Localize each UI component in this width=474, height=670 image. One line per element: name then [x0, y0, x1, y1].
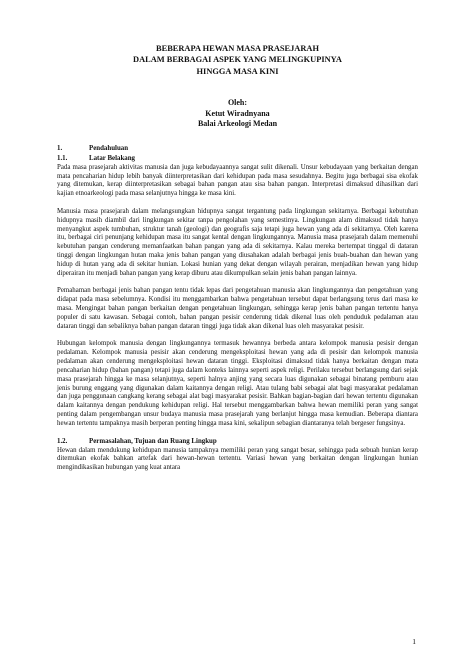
section-title: Permasalahan, Tujuan dan Ruang Lingkup — [89, 437, 217, 445]
section-heading-1 — [57, 145, 418, 154]
section-title: Latar Belakang — [89, 154, 136, 162]
page-number: 1 — [412, 637, 416, 646]
section-number: 1.1. — [57, 154, 68, 162]
section-title: Pendahuluan — [89, 145, 129, 152]
paper-body — [57, 145, 418, 482]
title-line-2: DALAM BERBAGAI ASPEK YANG MELINGKUPINYA — [133, 55, 342, 65]
title-line-1: BEBERAPA HEWAN MASA PRASEJARAH — [156, 44, 319, 53]
subsection-heading-1-2 — [57, 438, 418, 447]
section-number: 1. — [57, 145, 63, 152]
by-label: Oleh: — [227, 98, 248, 107]
author-name: Ketut Wiradnyana — [205, 108, 270, 118]
paragraph-3: Pemahaman berbagai jenis bahan pangan tentu tidak lepas dari pengetahuan manusia akan lingkungannya dan pengetahuan yang didapat pada masa sebelumnya. Kondisi itu menggambarkan bahwa pengetahuan tersebut dapat berlangsung terus dari masa ke masa. Mengingat bahan pangan berkaitan dengan pengetahuan lingkungan, sehingga kerap jenis bahan pangan tertentu hanya populer di satu kawasan. Sebagai contoh, bahan pangan pesisir cenderung tidak dikenal luas oleh penduduk pedalaman atau dataran tinggi dan sebaliknya bahan pangan dataran tinggi juga tidak akan dikenal luas oleh masyarakat pesisir. — [57, 287, 418, 330]
author-institution: Balai Arkeologi Medan — [197, 119, 278, 129]
author-block — [57, 98, 418, 130]
paragraph-2: Manusia masa prasejarah dalam melangsungkan hidupnya sangat tergantung pada lingkungan sekitarnya. Berbagai kebutuhan hidupnya masih diambil dari lingkungan sekitar tanpa pengolahan yang semestinya. Lingkungan alam dimaksud tidak hanya menyangkut aspek tumbuhan, struktur tanah (geologi) dan geografis saja tetapi juga hewan yang ada di sekitarnya. Oleh karena itu, berbagai ciri penunjang kehidupan masa itu sangat kental dengan lingkungannya. Manusia masa prasejarah dalam memenuhi kebutuhan pangan cenderung memanfaatkan bahan pangan yang ada di sekitarnya. Kalau mereka bertempat tinggal di dataran tinggi dengan lingkungan hutan maka jenis bahan pangan yang diusahakan adalah berbagai jenis buah-buahan dan hewan yang hidup di hutan yang ada di sekitar hunian. Lokasi hunian yang dekat dengan wilayah perairan, menjadikan hewan yang hidup diperairan itu menjadi bahan pangan yang kerap diburu atau dikumpulkan selain jenis bahan pangan lainnya. — [57, 207, 418, 277]
paragraph-1: Pada masa prasejarah aktivitas manusia dan juga kebudayaannya sangat sulit dikenali. Unsur kebudayaan yang berkaitan dengan mata pencaharian hidup lebih banyak diinterpretasikan dari kehidupan pada masa sesudahnya. Begitu juga berbagai sisa ekofak yang ditemukan, kerap diinterpretasikan sebagai bahan pangan atau sisa bahan pangan. Interpretasi dimaksud dihasilkan dari kajian etnoarkeologi pada masa selanjutnya hingga ke masa kini. — [57, 163, 418, 198]
subsection-heading-1-1 — [57, 155, 418, 164]
section-number: 1.2. — [57, 437, 68, 445]
title-line-3: HINGGA MASA KINI — [196, 66, 279, 76]
paragraph-5: Hewan dalam mendukung kehidupan manusia tampaknya memiliki peran yang sangat besar, sehingga pada sebuah hunian kerap ditemukan ekofak bahkan artefak dari hewan-hewan tertentu. Variasi hewan yang berkaitan dengan lingkungan hunian mengindikasikan hubungan yang kuat antara — [57, 446, 418, 472]
paragraph-4: Hubungan kelompok manusia dengan lingkungannya termasuk hewannya berbeda antara kelompok manusia pesisir dengan pedalaman. Kelompok manusia pesisir akan cenderung mengeksploitasi hewan yang ada di pesisir dan kelompok manusia pedalaman akan cenderung mengeksploitasi hewan dataran tinggi. Eksploitasi dimaksud tidak hanya berkaitan dengan mata pencaharian hidup (bahan pangan) tetapi juga dalam konteks lainnya seperti aspek religi. Perilaku tersebut berlangsung dari sejak masa prasejarah hingga ke masa selanjutnya, seperti halnya anjing yang secara luas digunakan sebagai binatang pemburu atau jenis burung enggang yang digunakan dalam kaitannya dengan religi. Atau tulang babi sebagai alat bagi masyarakat pedalaman dan juga penggunaan cangkang kerang sebagai alat bagi masyarakat pesisir. Bahkan bagian-bagian dari hewan tertentu digunakan dalam kaitannya dengan pendukung kehidupan religi. Hal tersebut menggambarkan bahwa hewan memiliki peran yang sangat penting dalam pengembangan unsur budaya manusia masa prasejarah yang berlanjut hingga masa kemudian. Beberapa diantara hewan tertentu tampaknya masih berperan penting hingga masa kini, sekalipun sebagian diantaranya telah bergeser fungsinya. — [57, 340, 418, 428]
paper-title — [57, 43, 418, 77]
